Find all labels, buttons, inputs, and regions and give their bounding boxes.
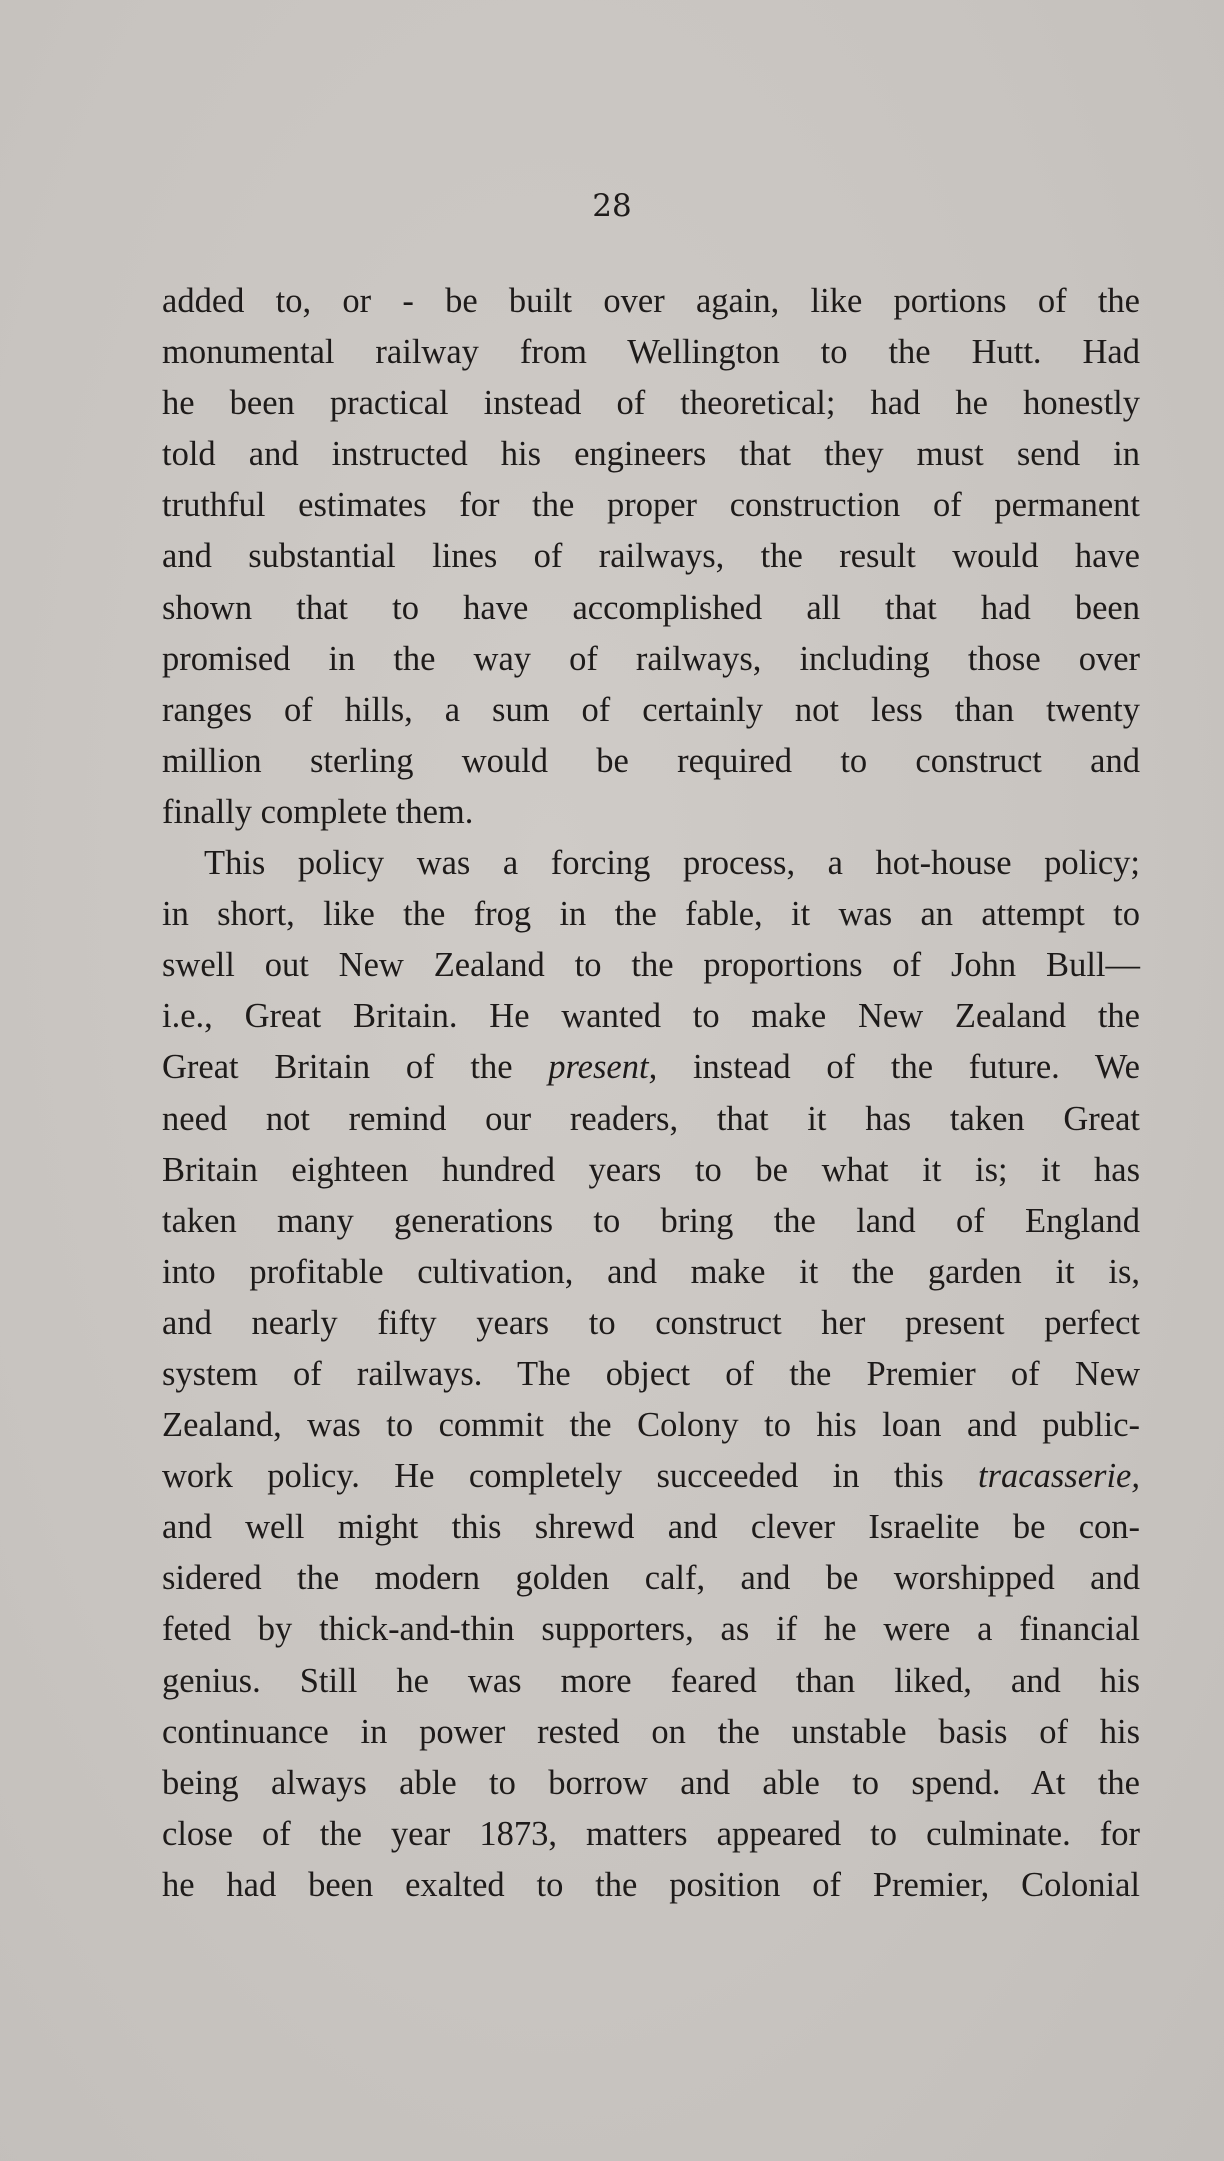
text-line: into profitable cultivation, and make it the garden it is, [162, 1252, 1140, 1291]
text-line: he had been exalted to the position of Premier, Colonial [162, 1865, 1140, 1904]
italic-word: tracasserie, [978, 1457, 1140, 1496]
text-line: genius. Still he was more feared than liked, and his [162, 1661, 1140, 1700]
text-line: promised in the way of railways, including those over [162, 639, 1140, 678]
paragraph [162, 838, 1140, 1911]
text-line: taken many generations to bring the land of England [162, 1201, 1140, 1240]
text-line: This policy was a forcing process, a hot-house policy; [204, 844, 1140, 883]
text-line: system of railways. The object of the Premier of New [162, 1354, 1140, 1393]
page-number: 28 [592, 188, 632, 224]
italic-word: present, [548, 1048, 658, 1087]
text-line: sidered the modern golden calf, and be worshipped and [162, 1559, 1140, 1598]
text-line: finally complete them. [162, 792, 474, 831]
text-segment: Great Britain of the [162, 1048, 549, 1087]
body-text [162, 276, 1140, 1911]
text-line: being always able to borrow and able to spend. At the [162, 1763, 1140, 1802]
text-line [162, 1451, 1140, 1502]
text-line: and substantial lines of railways, the result would have [162, 537, 1140, 576]
text-line: need not remind our readers, that it has taken Great [162, 1099, 1140, 1138]
text-line: million sterling would be required to construct and [162, 741, 1140, 780]
text-line: shown that to have accomplished all that had been [162, 588, 1140, 627]
text-line: Britain eighteen hundred years to be what it is; it has [162, 1150, 1140, 1189]
text-line: he been practical instead of theoretical; had he honestly [162, 384, 1140, 423]
text-line: ranges of hills, a sum of certainly not less than twenty [162, 690, 1140, 729]
text-segment: instead of the future. We [657, 1048, 1140, 1087]
text-line: swell out New Zealand to the proportions of John Bull— [162, 946, 1140, 985]
text-line: truthful estimates for the proper construction of permanent [162, 486, 1140, 525]
text-line: told and instructed his engineers that they must send in [162, 435, 1140, 474]
text-line: i.e., Great Britain. He wanted to make New Zealand the [162, 997, 1140, 1036]
text-line [162, 1042, 1140, 1093]
text-line: close of the year 1873, matters appeared to culminate. for [162, 1814, 1140, 1853]
text-line: and well might this shrewd and clever Israelite be con- [162, 1508, 1140, 1547]
text-line: Zealand, was to commit the Colony to his loan and public- [162, 1406, 1140, 1445]
text-line: feted by thick-and-thin supporters, as if he were a financial [162, 1610, 1140, 1649]
text-line: in short, like the frog in the fable, it was an attempt to [162, 895, 1140, 934]
text-line: continuance in power rested on the unstable basis of his [162, 1712, 1140, 1751]
text-line: added to, or - be built over again, like portions of the [162, 282, 1140, 320]
text-line: monumental railway from Wellington to the Hutt. Had [162, 333, 1140, 372]
text-segment: work policy. He completely succeeded in this [162, 1457, 979, 1496]
text-line: and nearly fifty years to construct her present perfect [162, 1303, 1140, 1342]
paragraph [162, 276, 1140, 838]
